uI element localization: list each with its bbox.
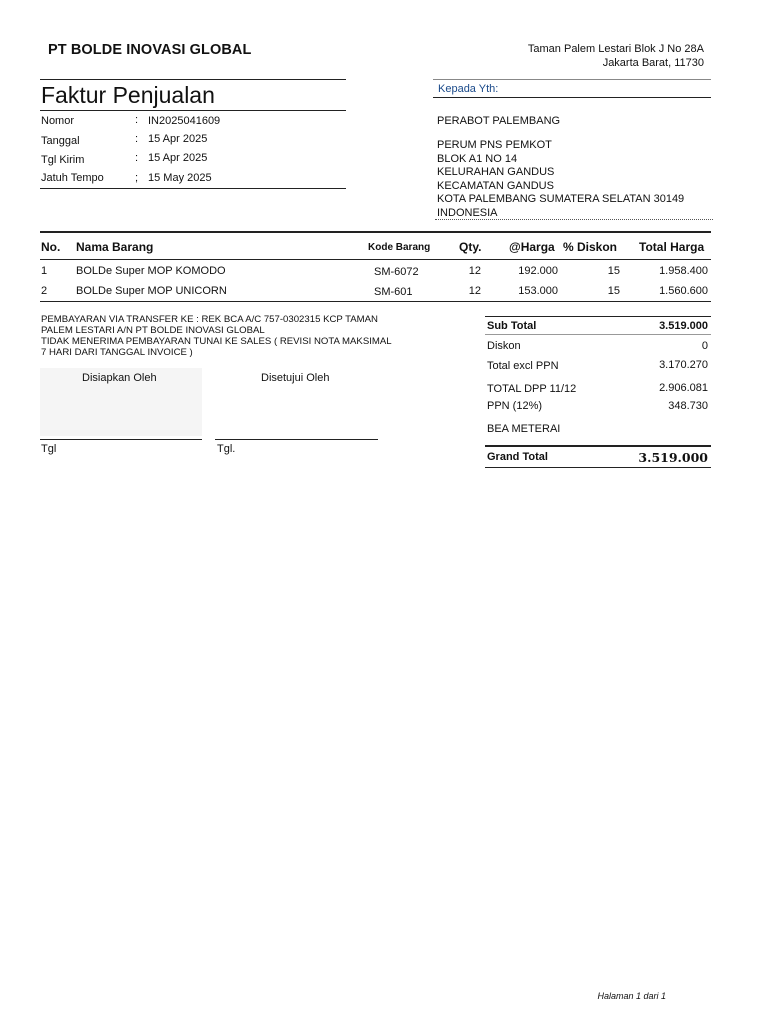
signature-date-right: Tgl. [217, 443, 236, 455]
excl-ppn-value: 3.170.270 [659, 359, 708, 371]
company-address-line1: Taman Palem Lestari Blok J No 28A [527, 43, 704, 55]
company-address-line2: Jakarta Barat, 11730 [602, 57, 704, 69]
payment-notes [41, 314, 431, 358]
field-colon: : [135, 114, 139, 126]
table-cell-price: 192.000 [518, 265, 558, 277]
table-cell-qty: 12 [468, 285, 481, 297]
column-header-price: @Harga [509, 240, 555, 254]
field-colon: ; [135, 172, 139, 184]
column-header-total: Total Harga [639, 240, 705, 254]
note-line: TIDAK MENERIMA PEMBAYARAN TUNAI KE SALES ( REVISI NOTA MAKSIMAL [41, 336, 392, 347]
table-cell-code: SM-601 [374, 286, 413, 298]
dpp-label: TOTAL DPP 11/12 [487, 383, 577, 395]
subtotal-value: 3.519.000 [659, 320, 708, 332]
company-name: PT BOLDE INOVASI GLOBAL [48, 42, 252, 58]
field-value-jatuh-tempo: 15 May 2025 [148, 172, 212, 184]
note-line: 7 HARI DARI TANGGAL INVOICE ) [41, 347, 193, 358]
subtotal-rule [485, 334, 711, 335]
field-label-nomor: Nomor [41, 115, 75, 127]
column-header-code: Kode Barang [368, 242, 431, 253]
field-label-jatuh-tempo: Jatuh Tempo [41, 172, 104, 184]
summary-top-rule [485, 316, 711, 317]
grand-total-label: Grand Total [487, 451, 548, 463]
title-top-rule [40, 79, 346, 80]
table-cell-total: 1.560.600 [659, 285, 708, 297]
table-cell-no: 1 [41, 265, 48, 277]
grand-total-bottom-rule [485, 467, 711, 468]
note-line: PEMBAYARAN VIA TRANSFER KE : REK BCA A/C 757-0302315 KCP TAMAN [41, 314, 378, 325]
field-value-tgl-kirim: 15 Apr 2025 [148, 152, 208, 164]
table-cell-no: 2 [41, 285, 48, 297]
column-header-discount: % Diskon [563, 240, 618, 254]
approved-by-label: Disetujui Oleh [261, 372, 330, 384]
customer-name: PERABOT PALEMBANG [437, 115, 561, 127]
customer-address-line: PERUM PNS PEMKOT [437, 139, 552, 151]
table-cell-name: BOLDe Super MOP UNICORN [76, 285, 227, 297]
field-value-tanggal: 15 Apr 2025 [148, 133, 208, 145]
customer-address-line: KECAMATAN GANDUS [437, 179, 554, 192]
note-line: PALEM LESTARI A/N PT BOLDE INOVASI GLOBAL [41, 325, 265, 336]
signature-line-prepared [40, 439, 202, 440]
customer-address [437, 139, 684, 220]
table-cell-price: 153.000 [518, 285, 558, 297]
table-cell-code: SM-6072 [374, 266, 419, 278]
discount-value: 0 [701, 340, 708, 352]
stamp-duty-label: BEA METERAI [487, 423, 561, 435]
field-label-tgl-kirim: Tgl Kirim [41, 154, 85, 166]
customer-address-line: KOTA PALEMBANG SUMATERA SELATAN 30149 [437, 193, 685, 205]
table-cell-total: 1.958.400 [659, 265, 708, 277]
customer-address-line: KELURAHAN GANDUS [437, 166, 555, 178]
signature-date-left: Tgl [41, 443, 57, 455]
table-header-rule [40, 259, 711, 260]
grand-total-value: 3.519.000 [638, 450, 708, 465]
table-top-rule [40, 231, 711, 233]
ppn-label: PPN (12%) [487, 400, 543, 412]
page-title: Faktur Penjualan [41, 82, 215, 108]
column-header-qty: Qty. [459, 240, 482, 254]
meta-bottom-rule [40, 188, 346, 189]
table-cell-discount: 15 [607, 285, 620, 297]
table-cell-qty: 12 [468, 265, 481, 277]
grand-total-top-rule [485, 445, 711, 447]
page-number: Halaman 1 dari 1 [597, 991, 666, 1001]
customer-top-rule [433, 79, 711, 80]
signature-line-approved [215, 439, 378, 440]
field-colon: : [135, 152, 139, 164]
ppn-value: 348.730 [668, 400, 708, 412]
table-bottom-rule [40, 301, 711, 302]
excl-ppn-label: Total excl PPN [487, 360, 559, 372]
prepared-by-label: Disiapkan Oleh [82, 372, 157, 384]
field-colon: : [135, 133, 139, 145]
customer-bottom-rule [435, 219, 713, 220]
company-address [528, 42, 704, 70]
subtotal-label: Sub Total [487, 320, 537, 332]
field-label-tanggal: Tanggal [41, 135, 80, 147]
table-cell-discount: 15 [607, 265, 620, 277]
dpp-value: 2.906.081 [659, 382, 708, 394]
field-value-nomor: IN2025041609 [148, 115, 221, 127]
customer-heading-rule [433, 97, 711, 98]
column-header-no: No. [41, 240, 61, 254]
title-bottom-rule [40, 110, 346, 111]
column-header-name: Nama Barang [76, 240, 154, 254]
discount-label: Diskon [487, 340, 521, 352]
customer-address-line: BLOK A1 NO 14 [437, 152, 518, 165]
table-cell-name: BOLDe Super MOP KOMODO [76, 265, 226, 277]
customer-address-line: INDONESIA [437, 206, 498, 219]
customer-heading: Kepada Yth: [438, 83, 499, 95]
